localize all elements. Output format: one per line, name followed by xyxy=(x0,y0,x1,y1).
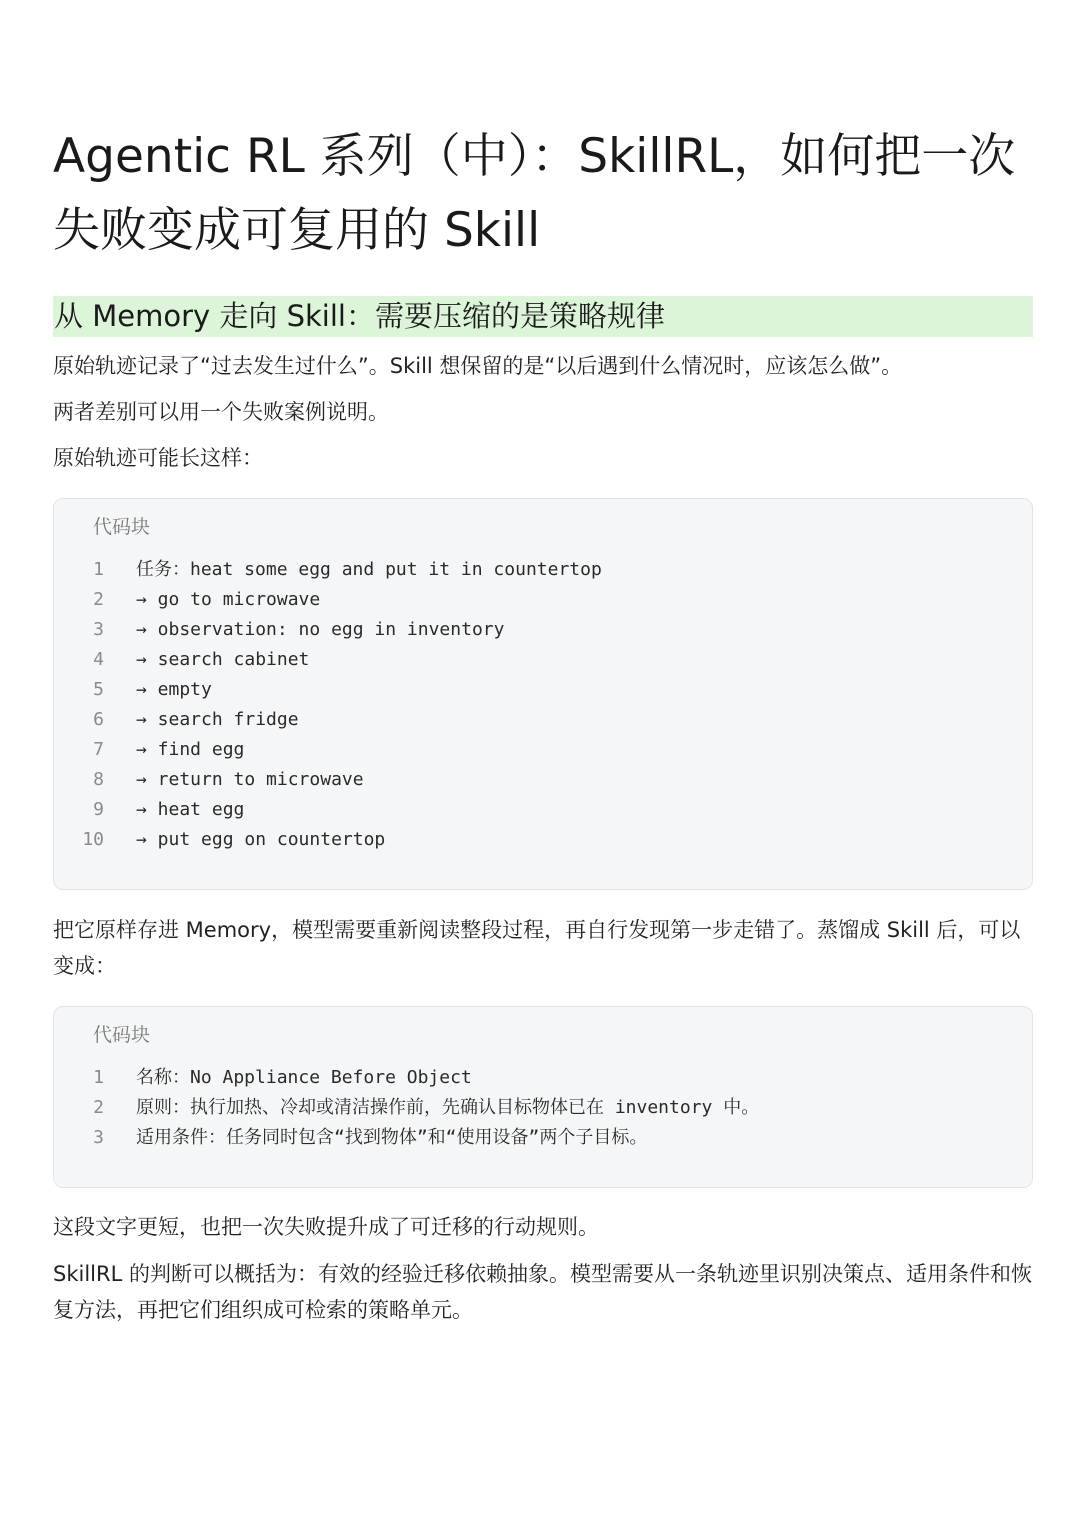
code-line xyxy=(54,825,1034,855)
code-block xyxy=(53,498,1033,890)
line-number: 2 xyxy=(93,589,104,610)
code-line xyxy=(54,705,1034,735)
line-number: 1 xyxy=(93,1067,104,1088)
code-text: → search fridge xyxy=(136,709,299,730)
code-text: → search cabinet xyxy=(136,649,310,670)
line-number: 9 xyxy=(93,799,104,820)
section-heading: 从 Memory 走向 Skill：需要压缩的是策略规律 xyxy=(53,296,1033,337)
line-number: 10 xyxy=(82,829,104,850)
code-lines xyxy=(54,1063,1034,1153)
code-line xyxy=(54,765,1034,795)
code-text: 原则：执行加热、冷却或清洁操作前，先确认目标物体已在 inventory 中。 xyxy=(136,1097,760,1118)
line-number: 3 xyxy=(93,619,104,640)
code-block xyxy=(53,1006,1033,1188)
code-text: → observation: no egg in inventory xyxy=(136,619,505,640)
paragraph: 原始轨迹可能长这样： xyxy=(53,446,263,470)
code-text: → go to microwave xyxy=(136,589,321,610)
code-line xyxy=(54,1093,1034,1123)
code-text: 名称：No Appliance Before Object xyxy=(136,1067,472,1088)
code-line xyxy=(54,555,1034,585)
code-line xyxy=(54,645,1034,675)
line-number: 6 xyxy=(93,709,104,730)
code-text: 任务：heat some egg and put it in countertop xyxy=(136,559,602,580)
line-number: 3 xyxy=(93,1127,104,1148)
code-text: → put egg on countertop xyxy=(136,829,386,850)
code-line xyxy=(54,615,1034,645)
paragraph: 原始轨迹记录了“过去发生过什么”。Skill 想保留的是“以后遇到什么情况时，应该怎么做”。 xyxy=(53,354,903,378)
code-line xyxy=(54,1123,1034,1153)
code-text: → find egg xyxy=(136,739,245,760)
paragraph: 两者差别可以用一个失败案例说明。 xyxy=(53,400,389,424)
code-block-caption: 代码块 xyxy=(93,1024,151,1046)
code-line xyxy=(54,795,1034,825)
code-line xyxy=(54,1063,1034,1093)
code-line xyxy=(54,735,1034,765)
code-lines xyxy=(54,555,1034,855)
line-number: 4 xyxy=(93,649,104,670)
paragraph: 把它原样存进 Memory，模型需要重新阅读整段过程，再自行发现第一步走错了。蒸馏成 Skill 后，可以变成： xyxy=(53,918,1021,978)
paragraph: 这段文字更短，也把一次失败提升成了可迁移的行动规则。 xyxy=(53,1215,599,1239)
code-line xyxy=(54,675,1034,705)
code-block-caption: 代码块 xyxy=(93,516,151,538)
code-text: → heat egg xyxy=(136,799,245,820)
line-number: 2 xyxy=(93,1097,104,1118)
paragraph: SkillRL 的判断可以概括为：有效的经验迁移依赖抽象。模型需要从一条轨迹里识别决策点、适用条件和恢复方法，再把它们组织成可检索的策略单元。 xyxy=(53,1262,1032,1322)
line-number: 8 xyxy=(93,769,104,790)
line-number: 1 xyxy=(93,559,104,580)
code-line xyxy=(54,585,1034,615)
code-text: → return to microwave xyxy=(136,769,364,790)
code-text: → empty xyxy=(136,679,212,700)
line-number: 7 xyxy=(93,739,104,760)
article-title: Agentic RL 系列（中）：SkillRL，如何把一次失败变成可复用的 Skill xyxy=(53,129,1016,258)
line-number: 5 xyxy=(93,679,104,700)
code-text: 适用条件：任务同时包含“找到物体”和“使用设备”两个子目标。 xyxy=(136,1127,648,1148)
